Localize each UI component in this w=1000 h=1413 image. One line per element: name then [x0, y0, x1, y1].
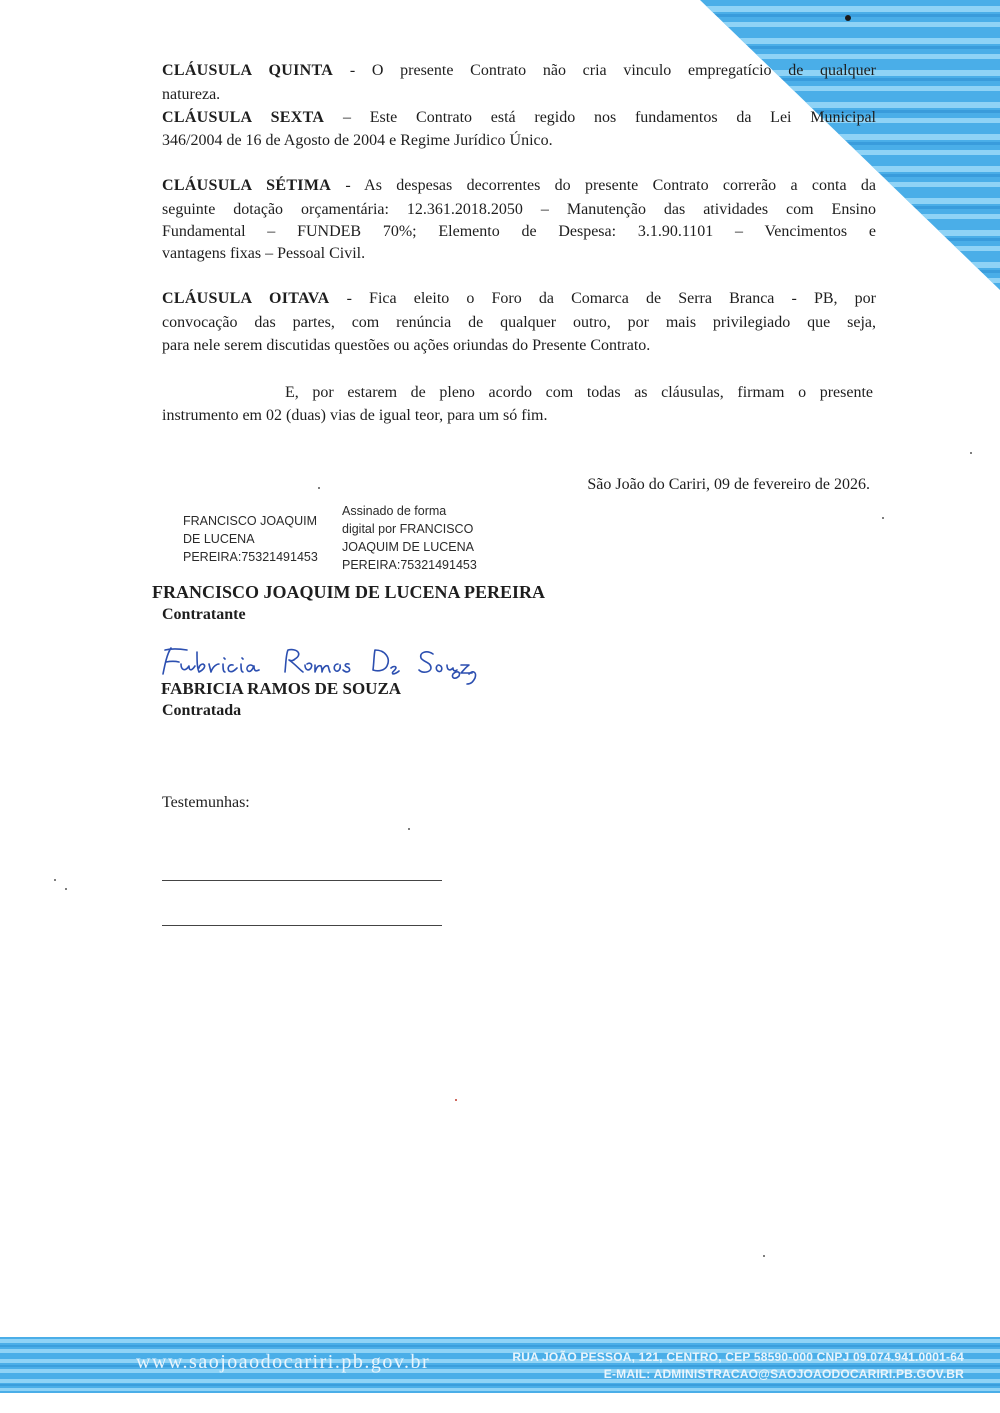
- place-date: São João do Cariri, 09 de fevereiro de 2026.: [587, 476, 870, 493]
- clause-sexta-line2: 346/2004 de 16 de Agosto de 2004 e Regime Jurídico Único.: [162, 132, 553, 149]
- clause-quinta-line1: [162, 60, 876, 82]
- closing-line1: E, por estarem de pleno acordo com todas as cláusulas, firmam o presente: [285, 384, 873, 401]
- witness-signature-line-2: [162, 925, 442, 926]
- clause-quinta-heading: CLÁUSULA QUINTA: [162, 62, 334, 79]
- contratante-name: FRANCISCO JOAQUIM DE LUCENA PEREIRA: [152, 582, 546, 602]
- digital-signature-right-line: Assinado de forma: [342, 504, 447, 518]
- digital-signature-left-line: DE LUCENA: [183, 532, 255, 546]
- clause-oitava-heading: CLÁUSULA OITAVA: [162, 290, 330, 307]
- digital-signature-right-line: digital por FRANCISCO: [342, 522, 474, 536]
- digital-signature-left-line: PEREIRA:75321491453: [183, 550, 318, 564]
- clause-setima-line1: [162, 175, 876, 197]
- clause-oitava-line3: para nele serem discutidas questões ou ações oriundas do Presente Contrato.: [162, 337, 651, 354]
- contratada-role: Contratada: [162, 702, 242, 719]
- scan-speck: [65, 888, 67, 890]
- scan-speck: [455, 1099, 457, 1101]
- closing-line2: instrumento em 02 (duas) vias de igual teor, para um só fim.: [162, 407, 548, 424]
- clause-setima-text: - As despesas decorrentes do presente Contrato correrão a conta da: [331, 177, 876, 194]
- digital-signature-notice: [342, 502, 477, 574]
- digital-signature-left-line: FRANCISCO JOAQUIM: [183, 514, 318, 528]
- footer-email: E-MAIL: ADMINISTRACAO@SAOJOAODOCARIRI.PB.GOV.BR: [603, 1367, 964, 1381]
- clause-setima-heading: CLÁUSULA SÉTIMA: [162, 177, 332, 194]
- clause-sexta-line1: [162, 107, 876, 129]
- clause-setima-line4: vantagens fixas – Pessoal Civil.: [162, 245, 366, 262]
- witness-signature-line-1: [162, 880, 442, 881]
- clause-oitava-line1: [162, 288, 876, 310]
- clause-quinta-line2: natureza.: [162, 86, 221, 103]
- scan-speck: [408, 828, 410, 830]
- scan-speck: [882, 517, 884, 519]
- clause-sexta-text: – Este Contrato está regido nos fundamentos da Lei Municipal: [324, 109, 877, 126]
- footer-address: RUA JOÃO PESSOA, 121, CENTRO, CEP 58590-000 CNPJ 09.074.941.0001-64: [512, 1350, 964, 1364]
- clause-sexta-heading: CLÁUSULA SEXTA: [162, 109, 325, 126]
- contratante-role: Contratante: [162, 606, 246, 623]
- clause-setima-line2: seguinte dotação orçamentária: 12.361.2018.2050 – Manutenção das atividades com Ensino: [162, 201, 876, 218]
- clause-oitava-line2: convocação das partes, com renúncia de qualquer outro, por mais privilegiado que seja,: [162, 314, 876, 331]
- footer-website: www.saojoaodocariri.pb.gov.br: [136, 1351, 431, 1373]
- digital-signature-right-line: JOAQUIM DE LUCENA: [342, 540, 474, 554]
- clause-quinta-text: - O presente Contrato não cria vinculo empregatício de qualquer: [333, 62, 877, 79]
- witnesses-label: Testemunhas:: [162, 794, 250, 811]
- scan-speck: [54, 879, 56, 881]
- clause-oitava-text: - Fica eleito o Foro da Comarca de Serra Branca - PB, por: [329, 290, 877, 307]
- scan-speck: [318, 487, 320, 489]
- scan-speck: [763, 1255, 765, 1257]
- digital-signature-signer: [183, 512, 318, 566]
- contratada-name: FABRICIA RAMOS DE SOUZA: [161, 679, 402, 698]
- scan-speck: [970, 452, 972, 454]
- clause-setima-line3: Fundamental – FUNDEB 70%; Elemento de Despesa: 3.1.90.1101 – Vencimentos e: [162, 223, 876, 240]
- digital-signature-right-line: PEREIRA:75321491453: [342, 558, 477, 572]
